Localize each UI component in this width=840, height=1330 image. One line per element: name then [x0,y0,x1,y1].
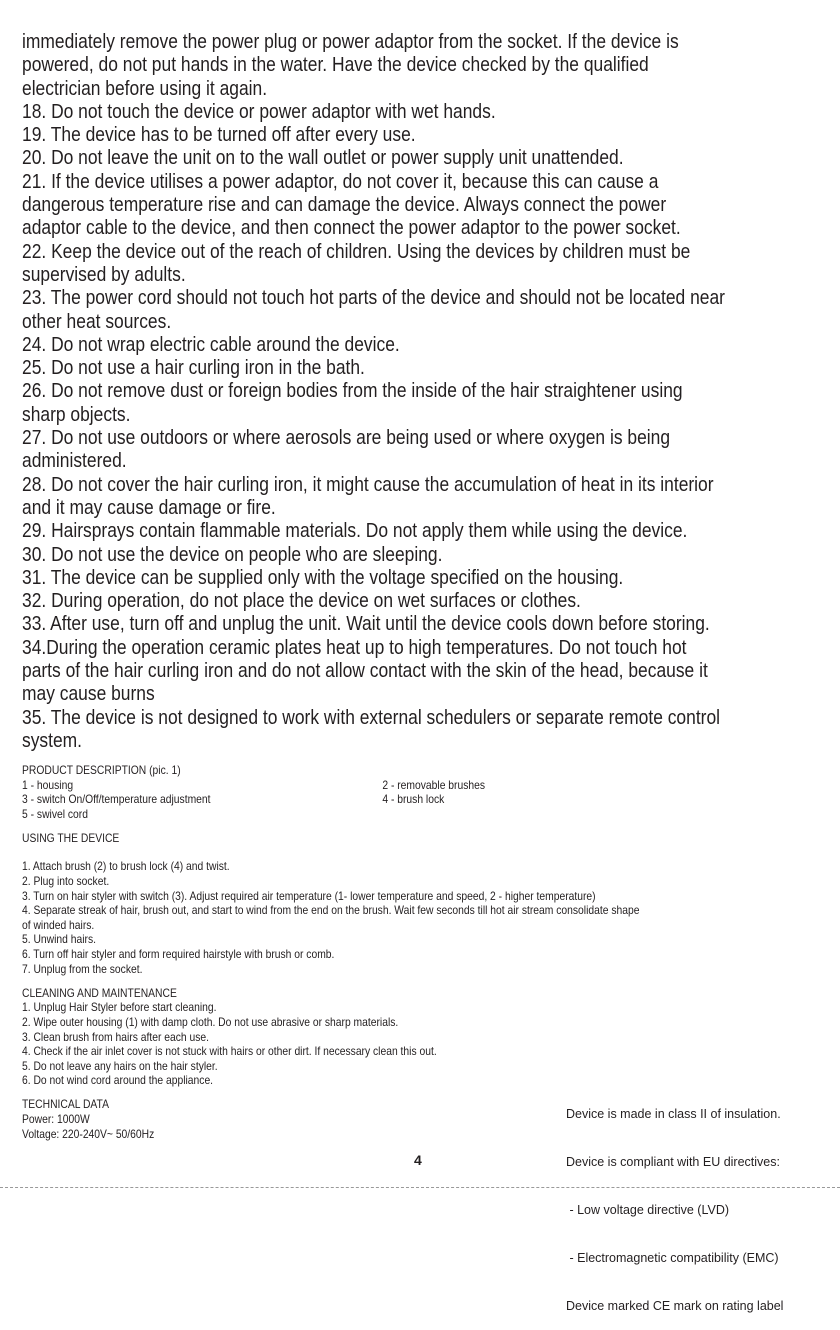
using-step: 1. Attach brush (2) to brush lock (4) and twist. [22,859,230,874]
safety-line: and it may cause damage or fire. [22,495,276,519]
using-step: 6. Turn off hair styler and form required hairstyle with brush or comb. [22,947,335,962]
using-step: 2. Plug into socket. [22,874,110,889]
safety-line: 34.During the operation ceramic plates heat up to high temperatures. Do not touch hot [22,635,687,659]
product-part: 2 - removable brushes [382,777,486,792]
page-number: 4 [414,1152,422,1168]
safety-line: 18. Do not touch the device or power adaptor with wet hands. [22,99,496,123]
safety-line: sharp objects. [22,402,131,426]
compliance-notes [566,1074,783,1330]
technical-heading: TECHNICAL DATA [22,1097,109,1112]
safety-line: 27. Do not use outdoors or where aerosols are being used or where oxygen is being [22,426,671,450]
safety-line: dangerous temperature rise and can damage the device. Always connect the power [22,193,667,217]
compliance-line: Device is made in class II of insulation. [566,1107,781,1121]
cleaning-step: 4. Check if the air inlet cover is not stuck with hairs or other dirt. If necessary clean this out. [22,1044,437,1059]
safety-line: 24. Do not wrap electric cable around the device. [22,332,400,356]
safety-line: supervised by adults. [22,262,186,286]
compliance-line: Device marked CE mark on rating label [566,1299,784,1313]
safety-line: 33. After use, turn off and unplug the unit. Wait until the device cools down before storing. [22,612,710,636]
technical-line: Power: 1000W [22,1111,90,1126]
safety-line: electrician before using it again. [22,76,268,100]
safety-line: immediately remove the power plug or power adaptor from the socket. If the device is [22,30,679,53]
product-heading: PRODUCT DESCRIPTION (pic. 1) [22,763,181,777]
using-step: 3. Turn on hair styler with switch (3). Adjust required air temperature (1- lower temperature and speed, 2 - higher temperature) [22,888,596,903]
safety-line: 35. The device is not designed to work with external schedulers or separate remote control [22,705,721,729]
safety-line: other heat sources. [22,309,172,333]
safety-line: 31. The device can be supplied only with the voltage specified on the housing. [22,565,624,589]
technical-line: Voltage: 220-240V~ 50/60Hz [22,1126,155,1141]
compliance-line: - Low voltage directive (LVD) [566,1203,730,1217]
safety-line: 28. Do not cover the hair curling iron, it might cause the accumulation of heat in its interior [22,472,714,496]
safety-line: administered. [22,449,127,473]
spacer [22,976,762,986]
product-part: 5 - swivel cord [22,806,88,821]
safety-line: 29. Hairsprays contain flammable materials. Do not apply them while using the device. [22,519,688,543]
cleaning-step: 3. Clean brush from hairs after each use. [22,1029,210,1044]
page-edge-divider [0,1187,840,1188]
safety-line: may cause burns [22,682,155,706]
product-part: 4 - brush lock [382,792,445,807]
safety-line: parts of the hair curling iron and do not allow contact with the skin of the head, because it [22,659,708,683]
safety-line: powered, do not put hands in the water. Have the device checked by the qualified [22,53,649,77]
product-parts-right [382,778,485,807]
safety-line: 22. Keep the device out of the reach of children. Using the devices by children must be [22,239,691,263]
compliance-line: - Electromagnetic compatibility (EMC) [566,1251,779,1265]
cleaning-step: 2. Wipe outer housing (1) with damp cloth. Do not use abrasive or sharp materials. [22,1014,399,1029]
safety-line: 32. During operation, do not place the device on wet surfaces or clothes. [22,589,581,613]
safety-line: adaptor cable to the device, and then connect the power adaptor to the power socket. [22,216,681,240]
safety-line: 30. Do not use the device on people who are sleeping. [22,542,443,566]
cleaning-step: 6. Do not wind cord around the appliance. [22,1073,214,1088]
safety-line: 20. Do not leave the unit on to the wall outlet or power supply unit unattended. [22,146,624,170]
cleaning-heading: CLEANING AND MAINTENANCE [22,985,177,1000]
cleaning-step: 5. Do not leave any hairs on the hair styler. [22,1058,218,1073]
safety-line: system. [22,728,83,752]
using-step: 4. Separate streak of hair, brush out, and start to wind from the end on the brush. Wait few seconds till hot air stream consolidate shape [22,903,640,918]
spacer [22,845,762,859]
using-step: of winded hairs. [22,917,95,932]
product-parts [22,778,762,822]
safety-line: 23. The power cord should not touch hot parts of the device and should not be located near [22,286,725,310]
compliance-line: Device is compliant with EU directives: [566,1155,780,1169]
using-heading: USING THE DEVICE [22,830,120,845]
using-step: 7. Unplug from the socket. [22,961,143,976]
safety-line: 25. Do not use a hair curling iron in the bath. [22,356,365,380]
spacer [22,821,762,831]
safety-line: 26. Do not remove dust or foreign bodies from the inside of the hair straightener using [22,379,683,403]
cleaning-step: 1. Unplug Hair Styler before start cleaning. [22,1000,217,1015]
safety-line: 21. If the device utilises a power adaptor, do not cover it, because this can cause a [22,169,659,193]
using-step: 5. Unwind hairs. [22,932,97,947]
product-part: 3 - switch On/Off/temperature adjustment [22,792,211,807]
safety-line: 19. The device has to be turned off after every use. [22,123,416,147]
safety-instructions [22,30,825,752]
product-part: 1 - housing [22,777,74,792]
